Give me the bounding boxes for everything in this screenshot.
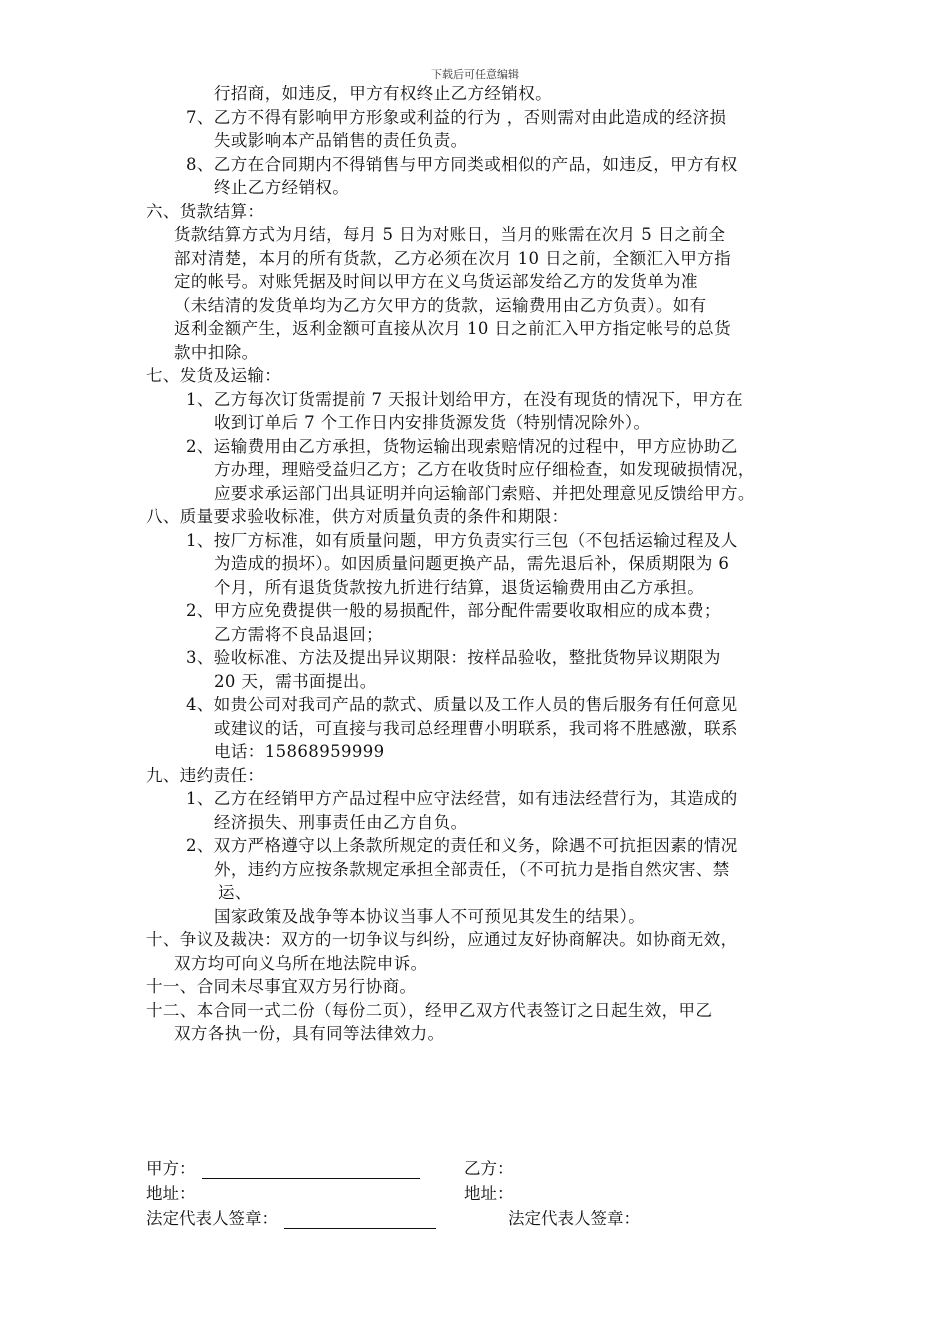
- contract-line: 运、: [218, 883, 252, 902]
- address-a-label: 地址：: [146, 1184, 196, 1203]
- party-a-label: 甲方：: [146, 1159, 196, 1178]
- contract-line: 六、货款结算：: [146, 201, 265, 221]
- contract-line: 七、发货及运输：: [146, 366, 282, 385]
- contract-line: 返利金额产生，返利金额可直接从次月 10 日之前汇入甲方指定帐号的总货: [174, 319, 731, 338]
- contract-line: 款中扣除。: [174, 342, 259, 362]
- contract-line: 4、如贵公司对我司产品的款式、质量以及工作人员的售后服务有任何意见: [186, 695, 738, 714]
- contract-line: 7、乙方不得有影响甲方形象或利益的行为 ，否则需对由此造成的经济损: [186, 107, 727, 127]
- contract-line: （未结清的发货单均为乙方欠甲方的货款，运输费用由乙方负责）。如有: [174, 295, 707, 315]
- header-note: 下载后可任意编辑: [431, 68, 519, 81]
- contract-line: 2、双方严格遵守以上条款所规定的责任和义务，除遇不可抗拒因素的情况: [186, 836, 738, 855]
- contract-line: 电话：15868959999: [214, 742, 385, 761]
- contract-line: 收到订单后 7 个工作日内安排货源发货（特别情况除外）。: [214, 413, 651, 432]
- party-a-signature-line: [202, 1162, 420, 1179]
- contract-line: 2、运输费用由乙方承担，货物运输出现索赔情况的过程中，甲方应协助乙: [186, 436, 738, 456]
- contract-line: 3、验收标准、方法及提出异议期限：按样品验收，整批货物异议期限为: [186, 648, 721, 667]
- contract-line: 货款结算方式为月结，每月 5 日为对账日，当月的账需在次月 5 日之前全: [174, 225, 726, 244]
- rep-a-signature-line: [284, 1212, 436, 1229]
- contract-line: 方办理，理赔受益归乙方；乙方在收货时应仔细检查，如发现破损情况，: [214, 460, 755, 479]
- contract-line: 十二、本合同一式二份（每份二页），经甲乙双方代表签订之日起生效，甲乙: [146, 1000, 713, 1020]
- rep-b-label: 法定代表人签章：: [508, 1209, 640, 1228]
- contract-line: 1、按厂方标准，如有质量问题，甲方负责实行三包（不包括运输过程及人: [186, 530, 738, 550]
- contract-line: 失或影响本产品销售的责任负责。: [214, 131, 468, 150]
- contract-line: 或建议的话，可直接与我司总经理曹小明联系，我司将不胜感激，联系: [214, 718, 738, 738]
- contract-line: 定的帐号。对账凭据及时间以甲方在义乌货运部发给乙方的发货单为准: [174, 272, 698, 291]
- contract-line: 八、质量要求验收标准，供方对质量负责的条件和期限：: [146, 507, 569, 526]
- contract-body: [146, 82, 826, 1046]
- contract-line: 双方各执一份，具有同等法律效力。: [174, 1024, 445, 1043]
- contract-line: 部对清楚，本月的所有货款，乙方必须在次月 10 日之前，全额汇入甲方指: [174, 248, 731, 268]
- address-b-label: 地址：: [464, 1184, 514, 1203]
- contract-line: 1、乙方每次订货需提前 7 天报计划给甲方，在没有现货的情况下，甲方在: [186, 389, 743, 409]
- contract-line: 十一、合同未尽事宜双方另行协商。: [146, 977, 417, 996]
- contract-line: 为造成的损坏）。如因质量问题更换产品，需先退后补，保质期限为 6: [214, 554, 730, 573]
- contract-line: 个月，所有退货货款按九折进行结算，退货运输费用由乙方承担。: [214, 577, 705, 597]
- contract-line: 国家政策及战争等本协议当事人不可预见其发生的结果）。: [214, 906, 646, 926]
- contract-line: 8、乙方在合同期内不得销售与甲方同类或相似的产品，如违反，甲方有权: [186, 154, 738, 174]
- contract-line: 乙方需将不良品退回；: [214, 624, 383, 644]
- contract-line: 应要求承运部门出具证明并向运输部门索赔、并把处理意见反馈给甲方。: [214, 483, 755, 503]
- contract-line: 十、争议及裁决：双方的一切争议与纠纷，应通过友好协商解决。如协商无效，: [146, 930, 738, 949]
- signature-address-row: [146, 1180, 826, 1205]
- signature-block: [146, 1155, 826, 1230]
- signature-party-row: [146, 1155, 826, 1180]
- contract-line: 2、甲方应免费提供一般的易损配件，部分配件需要收取相应的成本费；: [186, 601, 721, 620]
- contract-line: 行招商，如违反，甲方有权终止乙方经销权。: [214, 84, 552, 103]
- party-b-label: 乙方：: [464, 1159, 514, 1178]
- contract-line: 外，违约方应按条款规定承担全部责任，（不可抗力是指自然灾害、禁: [214, 859, 730, 879]
- contract-line: 经济损失、刑事责任由乙方自负。: [214, 812, 468, 832]
- rep-a-label: 法定代表人签章：: [146, 1209, 278, 1228]
- contract-line: 九、违约责任：: [146, 765, 265, 785]
- signature-rep-row: [146, 1205, 826, 1230]
- contract-line: 双方均可向义乌所在地法院申诉。: [174, 953, 428, 973]
- contract-line: 终止乙方经销权。: [214, 178, 350, 197]
- contract-line: 1、乙方在经销甲方产品过程中应守法经营，如有违法经营行为，其造成的: [186, 789, 738, 808]
- contract-line: 20 天，需书面提出。: [214, 671, 377, 691]
